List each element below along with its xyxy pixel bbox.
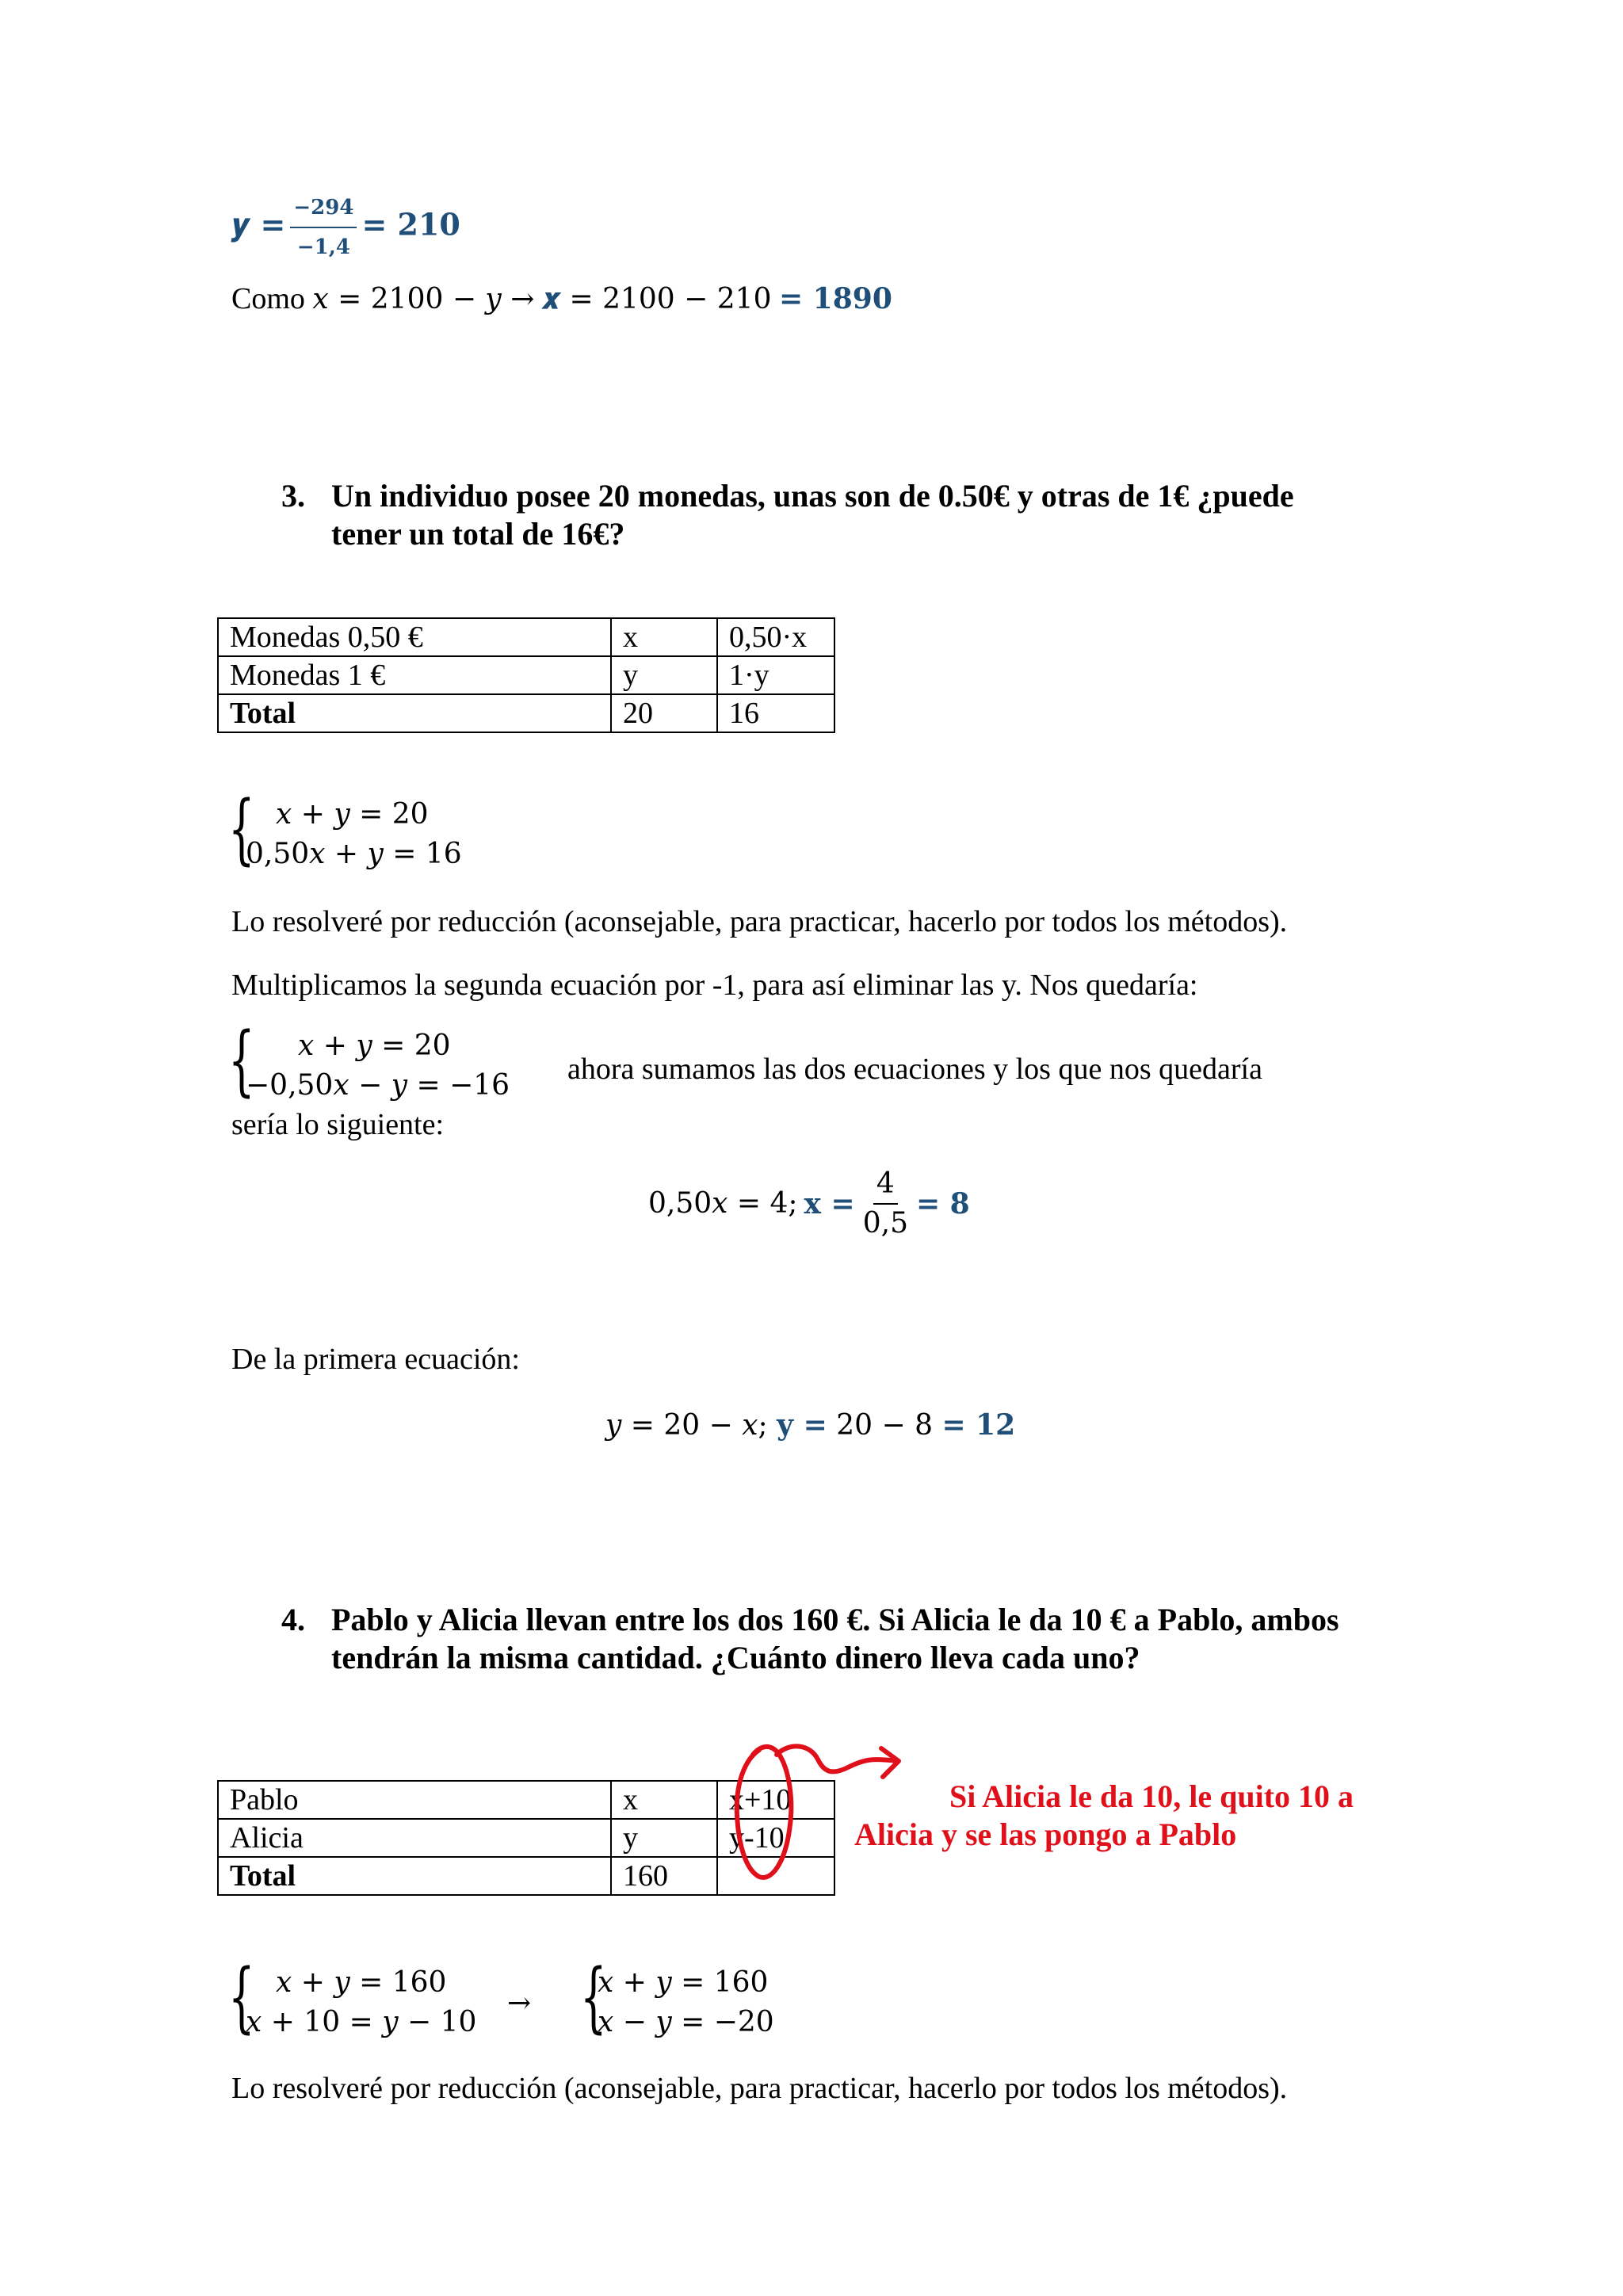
y-fraction-num: −𝟐𝟗𝟒 bbox=[290, 190, 357, 228]
table-cell: x bbox=[611, 618, 717, 656]
table-cell: x+10 bbox=[717, 1781, 834, 1819]
table-cell: x bbox=[611, 1781, 717, 1819]
table-row bbox=[218, 618, 834, 656]
system3-eq2: 𝑥 + 10 = 𝑦 − 10 bbox=[246, 2006, 477, 2038]
circle-mark bbox=[737, 1747, 792, 1878]
x-eq-left: 0,50𝑥 = 4; bbox=[648, 1187, 798, 1220]
arrow-curve bbox=[777, 1746, 897, 1771]
x-eq-bold: 𝐱 = bbox=[804, 1187, 855, 1221]
como-result: = 𝟏𝟖𝟗𝟎 bbox=[778, 282, 892, 315]
x-fraction-den: 0,5 bbox=[862, 1207, 908, 1240]
system4-eq1: 𝑥 + 𝑦 = 160 bbox=[598, 1966, 769, 1999]
seria-text: sería lo siguiente: bbox=[231, 1108, 445, 1141]
reduccion-text-3: Lo resolveré por reducción (aconsejable, para practicar, hacerlo por todos los métodos). bbox=[231, 905, 1288, 938]
como-math: 𝑥 = 2100 − 𝑦 → bbox=[312, 283, 535, 315]
reduccion-text-4: Lo resolveré por reducción (aconsejable, para practicar, hacerlo por todos los métodos). bbox=[231, 2072, 1288, 2105]
system4-eq2: 𝑥 − 𝑦 = −20 bbox=[598, 2006, 774, 2038]
problem4-number: 4. bbox=[281, 1602, 305, 1637]
problem3-line1: Un individuo posee 20 monedas, unas son de 0.50€ y otras de 1€ ¿puede bbox=[331, 478, 1294, 514]
table-row bbox=[218, 656, 834, 694]
x-eq-result: = 𝟖 bbox=[915, 1187, 970, 1221]
table-cell: Total bbox=[218, 1857, 611, 1895]
y-eq-left: 𝑦 = 20 − 𝑥; bbox=[605, 1409, 768, 1442]
system4-brace: { bbox=[580, 1953, 607, 2042]
table-cell: Alicia bbox=[218, 1819, 611, 1857]
como-eq: = 2100 − 210 bbox=[569, 283, 772, 315]
x-solution-equation bbox=[648, 1167, 970, 1241]
table-cell: 160 bbox=[611, 1857, 717, 1895]
x-fraction bbox=[860, 1167, 911, 1241]
coins-table bbox=[217, 617, 835, 733]
y-solution-equation bbox=[605, 1408, 1015, 1443]
como-line bbox=[231, 281, 892, 317]
como-x: 𝒙 bbox=[541, 282, 561, 315]
y-result-equation bbox=[231, 190, 460, 265]
note-line2: Alicia y se las pongo a Pablo bbox=[854, 1817, 1237, 1852]
system1-eq2: 0,50𝑥 + 𝑦 = 16 bbox=[246, 838, 462, 870]
system3-eq1: 𝑥 + 𝑦 = 160 bbox=[276, 1966, 447, 1999]
table-cell: 16 bbox=[717, 694, 834, 732]
table-row bbox=[218, 694, 834, 732]
y-fraction bbox=[290, 190, 357, 265]
table-cell: y-10 bbox=[717, 1819, 834, 1857]
table-cell: y bbox=[611, 656, 717, 694]
problem4-line2: tendrán la misma cantidad. ¿Cuánto dinero lleva cada uno? bbox=[331, 1640, 1140, 1675]
system3-brace: { bbox=[228, 1953, 255, 2042]
system2-eq2: −0,50𝑥 − 𝑦 = −16 bbox=[246, 1069, 510, 1102]
ahora-text: ahora sumamos las dos ecuaciones y los que nos quedaría bbox=[567, 1052, 1262, 1086]
y-eq-label: 𝒚 = bbox=[231, 206, 286, 243]
y-eq-result: = 𝟏𝟐 bbox=[941, 1408, 1016, 1442]
table-cell: Pablo bbox=[218, 1781, 611, 1819]
arrow-symbol: → bbox=[507, 1987, 532, 2019]
system1-brace: { bbox=[228, 785, 255, 873]
y-fraction-den: −𝟏,𝟒 bbox=[296, 235, 350, 259]
como-text: Como bbox=[231, 282, 305, 315]
red-annotation bbox=[713, 1728, 919, 1894]
y-eq-mid: 20 − 8 bbox=[836, 1409, 933, 1442]
y-value: = 𝟐𝟏𝟎 bbox=[361, 206, 460, 243]
note-line1: Si Alicia le da 10, le quito 10 a bbox=[949, 1778, 1354, 1814]
problem3-number: 3. bbox=[281, 478, 305, 514]
system1-eq1: 𝑥 + 𝑦 = 20 bbox=[276, 798, 429, 831]
table-cell: 0,50·x bbox=[717, 618, 834, 656]
table-cell: Total bbox=[218, 694, 611, 732]
table-cell: y bbox=[611, 1819, 717, 1857]
primera-text: De la primera ecuación: bbox=[231, 1343, 520, 1376]
problem3-line2: tener un total de 16€? bbox=[331, 516, 625, 552]
system2-eq1: 𝑥 + 𝑦 = 20 bbox=[298, 1030, 451, 1062]
multiplicamos-text: Multiplicamos la segunda ecuación por -1, para así eliminar las y. Nos quedaría: bbox=[231, 968, 1198, 1002]
table-cell: 1·y bbox=[717, 656, 834, 694]
table-cell: Monedas 0,50 € bbox=[218, 618, 611, 656]
problem4-line1: Pablo y Alicia llevan entre los dos 160 €. Si Alicia le da 10 € a Pablo, ambos bbox=[331, 1602, 1339, 1637]
system2-brace: { bbox=[228, 1016, 255, 1105]
y-eq-bold: 𝐲 = bbox=[777, 1408, 827, 1442]
table-cell: Monedas 1 € bbox=[218, 656, 611, 694]
table-cell: 20 bbox=[611, 694, 717, 732]
x-fraction-num: 4 bbox=[873, 1167, 898, 1205]
